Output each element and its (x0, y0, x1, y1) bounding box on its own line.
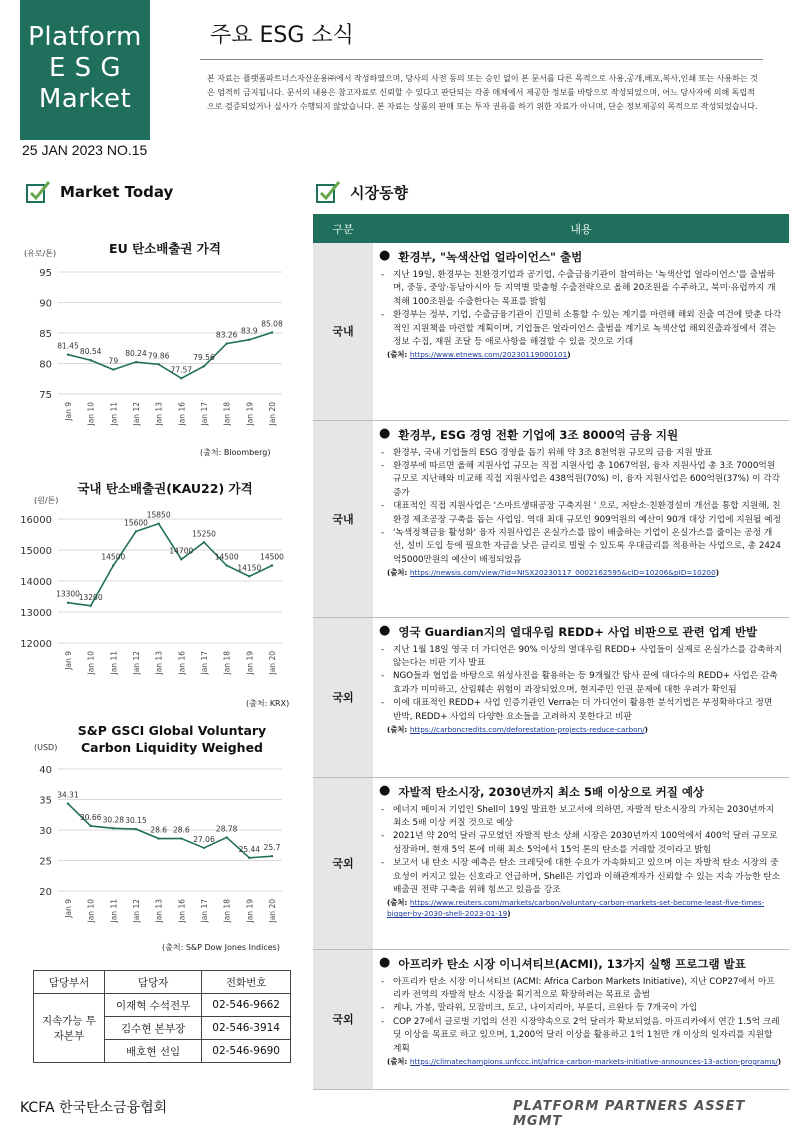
chart-2-title: 국내 탄소배출권(KAU22) 가격 (77, 481, 253, 496)
contact-phone: 02-546-3914 (202, 1017, 291, 1040)
section-market-news (316, 181, 408, 203)
section-title: Market Today (60, 183, 174, 201)
data-label: 28.6 (150, 825, 168, 835)
x-tick-label: Jan 20 (268, 402, 277, 426)
data-label: 14500 (260, 552, 284, 562)
data-point (225, 836, 227, 838)
contact-name: 김수현 본부장 (105, 1017, 202, 1040)
y-tick-label: 75 (39, 390, 52, 401)
data-label: 83.26 (215, 330, 238, 340)
data-point (89, 359, 91, 361)
title-divider (200, 59, 763, 60)
source-end: ) (644, 724, 649, 734)
data-point (157, 363, 159, 365)
news-source (387, 724, 783, 735)
footer-organization: KCFA 한국탄소금융협회 (20, 1100, 168, 1116)
news-title: 영국 Guardian지의 열대우림 REDD+ 사업 비판으로 관련 업계 반발 (398, 624, 758, 639)
contacts-header-phone: 전화번호 (202, 971, 291, 994)
x-tick-label: Jan 19 (245, 899, 255, 923)
data-point (271, 855, 273, 857)
chart-2-source: (출처: KRX) (246, 699, 290, 708)
contact-phone: 02-546-9690 (202, 1040, 291, 1063)
x-tick-label: Jan 11 (109, 899, 119, 923)
chart-1-source: (출처: Bloomberg) (200, 448, 271, 457)
data-point (135, 828, 137, 830)
y-tick-label: 15000 (20, 546, 52, 557)
checkbox-icon (26, 181, 50, 203)
x-tick-label: Jan 16 (177, 651, 187, 675)
data-point (67, 353, 69, 355)
contacts-header-department: 담당부서 (34, 971, 105, 994)
contacts-header-name: 담당자 (105, 971, 202, 994)
y-tick-label: 13000 (20, 608, 52, 619)
source-label: (출처: (387, 898, 408, 908)
news-region: 국외 (313, 777, 373, 949)
data-point (89, 825, 91, 827)
logo-line-3: Market (38, 84, 132, 114)
x-tick-label: Jan 12 (132, 651, 141, 675)
y-tick-label: 80 (39, 359, 52, 371)
news-bullet: - 이에 대표적인 REDD+ 사업 인증기관인 Verra는 더 가디언이 활용한 분석기법은 부정확하다고 정면 반박, REDD+ 사업의 다양한 요소들을 고려하지 못한다고 비판 (379, 697, 783, 724)
bullet-dot-icon: ● (379, 954, 391, 970)
bullet-dot-icon: ● (379, 622, 391, 638)
data-point (67, 803, 69, 805)
x-tick-label: Jan 17 (200, 402, 209, 426)
chart-1-unit: (유로/톤) (24, 249, 57, 258)
chart-sp-gsci-voluntary-carbon (20, 755, 296, 935)
chart-3-title: S&P GSCI Global Voluntary Carbon Liquidity Weighed (77, 723, 267, 755)
news-item (373, 777, 789, 949)
x-tick-label: Jan 18 (222, 402, 232, 426)
contacts-department: 지속가능 투자본부 (34, 994, 105, 1063)
data-point (225, 564, 227, 566)
news-region: 국외 (313, 617, 373, 777)
source-link[interactable]: https://www.etnews.com/20230119000101 (409, 350, 568, 360)
x-tick-label: Jan 18 (222, 651, 232, 675)
section-title: 시장동향 (350, 183, 408, 202)
data-label: 28.78 (215, 824, 238, 834)
data-label: 79.86 (147, 351, 170, 361)
news-item (373, 949, 789, 1089)
x-tick-label: Jan 9 (64, 899, 73, 918)
chart-1-title: EU 탄소배출권 가격 (109, 241, 221, 256)
bullet-dot-icon: ● (379, 248, 391, 263)
data-point (180, 837, 182, 839)
news-title: 환경부, "녹색산업 얼라이언스" 출범 (398, 250, 583, 264)
x-tick-label: Jan 18 (222, 899, 232, 923)
bullet-dot-icon: ● (379, 425, 391, 441)
data-label: 80.24 (125, 349, 147, 359)
contacts-table (33, 970, 291, 1063)
news-bullet: - 보고서 내 탄소 시장 예측은 탄소 크레딧에 대한 수요가 가속화되고 있으며 이는 자발적 탄소 시장의 중요성이 커지고 있는 신호라고 언급하며, Shell은 기업과 이해관계자가 신뢰할 수 있는 지속 가능한 탄소배출권 전략 구축을 위해 힘쓰고 있음을 강조 (379, 857, 783, 897)
data-label: 77.57 (170, 365, 193, 375)
data-point (135, 530, 137, 532)
source-end: ) (715, 568, 720, 578)
data-label: 81.45 (57, 341, 79, 351)
chart-3-unit: (USD) (34, 743, 58, 752)
data-label: 15250 (192, 529, 216, 539)
news-region: 국내 (313, 420, 373, 617)
x-tick-label: Jan 19 (245, 651, 255, 675)
y-tick-label: 30 (39, 826, 52, 837)
logo-line-1: Platform (28, 22, 142, 52)
footer-company: PLATFORM PARTNERS ASSET MGMT (513, 1099, 746, 1129)
chart-3-source: (출처: S&P Dow Jones Indices) (162, 943, 280, 952)
contact-name: 배호현 선임 (105, 1040, 202, 1063)
x-tick-label: Jan 9 (64, 402, 73, 421)
data-label: 80.54 (79, 347, 102, 357)
news-item (373, 420, 789, 617)
contact-name: 이재혁 수석전무 (105, 994, 202, 1017)
contact-phone: 02-546-9662 (202, 994, 291, 1017)
data-label: 27.06 (193, 834, 215, 844)
data-point (203, 847, 205, 849)
checkbox-icon (316, 181, 340, 203)
news-bullet: - COP 27에서 글로벌 기업의 선진 시장약속으로 2억 달러가 확보되었음. 아프리카에서 연간 1.5억 크레딧 이상을 목표로 하고 있으며, 1,200억 달러 이상을 활용하고 1억 1천만 개 이상의 일자리를 지원할 계획 (379, 1016, 783, 1056)
data-label: 34.31 (57, 790, 79, 800)
data-point (157, 522, 159, 524)
data-point (135, 361, 137, 363)
data-label: 14150 (237, 563, 262, 573)
data-label: 30.28 (102, 815, 125, 825)
y-tick-label: 35 (39, 795, 52, 807)
news-title: 아프리카 탄소 시장 이니셔티브(ACMI), 13가지 실행 프로그램 발표 (398, 956, 746, 971)
data-point (248, 339, 250, 341)
x-tick-label: Jan 10 (86, 402, 96, 426)
x-tick-label: Jan 16 (177, 402, 187, 426)
data-point (157, 837, 159, 839)
source-end: ) (507, 909, 511, 919)
news-region: 국내 (313, 243, 373, 420)
source-link[interactable]: https://newsis.com/view/?id=NISX20230117_0002162595&cID=10206&pID=10200 (409, 568, 716, 578)
data-point (248, 857, 250, 859)
x-tick-label: Jan 12 (132, 899, 141, 923)
news-item (373, 243, 789, 420)
section-market-today (26, 181, 173, 203)
news-bullet: - 케냐, 가봉, 말라위, 모잠비크, 토고, 나이지리아, 부룬디, 르완다 등 7개국이 가입 (379, 1002, 783, 1015)
data-point (271, 331, 273, 333)
data-point (67, 602, 69, 604)
y-tick-label: 14000 (20, 577, 52, 588)
data-label: 14500 (101, 552, 126, 562)
data-point (271, 564, 273, 566)
data-label: 25.44 (238, 844, 261, 854)
page-title: 주요 ESG 소식 (210, 23, 354, 48)
data-label: 15850 (146, 510, 171, 520)
data-label: 79.56 (193, 353, 215, 363)
news-bullet: - 지난 1월 18일 영국 더 가디언은 90% 이상의 열대우림 REDD+ 사업들이 실제로 온실가스를 감축하지 않는다는 비판 기사 발표 (379, 644, 783, 671)
data-point (89, 605, 91, 607)
source-link[interactable]: https://carboncredits.com/deforestation-projects-reduce-carbon/ (409, 724, 645, 734)
data-label: 14500 (214, 552, 239, 562)
x-tick-label: Jan 10 (86, 899, 96, 923)
x-tick-label: Jan 13 (154, 402, 164, 426)
data-label: 13300 (56, 589, 80, 599)
x-tick-label: Jan 13 (154, 651, 164, 675)
news-header-content: 내용 (373, 214, 789, 243)
news-bullet: - 환경부에 따르면 올해 지원사업 규모는 직접 지원사업 총 1067억원, 융자 지원사업 총 3조 7000억원 규모로 지난해와 비교해 직접 지원사업은 438억원(70%) 이, 융자 지원사업은 600억원(37%) 이 각각 증가 (379, 460, 783, 500)
y-tick-label: 95 (39, 268, 52, 279)
source-end: ) (567, 350, 571, 360)
chart-eu-ets-price (20, 258, 296, 438)
data-label: 85.08 (261, 319, 283, 329)
news-bullet: - 아프리카 탄소 시장 이니셔티브 (ACMI: Africa Carbon Markets Initiative), 지난 COP27에서 아프리카 전역의 자발적 탄소 시장을 획기적으로 확장하려는 목표로 출범 (379, 976, 783, 1003)
data-label: 15600 (124, 518, 148, 528)
source-label: (출처: (387, 350, 408, 360)
y-tick-label: 40 (39, 765, 52, 776)
x-tick-label: Jan 10 (86, 651, 96, 675)
chart-2-unit: (원/톤) (34, 496, 59, 505)
data-label: 13200 (78, 592, 103, 602)
y-tick-label: 25 (39, 856, 52, 868)
news-source (387, 567, 783, 578)
issue-date: 25 JAN 2023 NO.15 (22, 142, 148, 158)
x-tick-label: Jan 12 (132, 402, 141, 426)
y-tick-label: 12000 (20, 639, 52, 650)
y-tick-label: 85 (39, 329, 52, 340)
chart-kau22-price (20, 505, 296, 687)
news-table (313, 214, 789, 1090)
x-tick-label: Jan 11 (109, 402, 119, 426)
source-link[interactable]: https://climatechampions.unfccc.int/africa-carbon-markets-initiative-announces-13-action-programs/ (409, 1056, 778, 1066)
news-source (387, 349, 783, 360)
news-bullet: - '녹색정책금융 활성화' 융자 지원사업은 온실가스를 많이 배출하는 기업이 온실가스를 줄이는 공정 개선, 설비 도입 등에 필요한 자금을 낮은 금리로 빌릴 수 있도록 우대금리를 적용하는 사업으로, 총 2424억5000만원의 예산이 배정되었음 (379, 527, 783, 567)
data-label: 25.7 (263, 843, 281, 853)
data-point (112, 368, 114, 370)
news-bullet: - 환경부, 국내 기업들의 ESG 경영을 돕기 위해 약 3조 8천억원 규모의 금융 지원 발표 (379, 447, 783, 460)
data-label: 83.9 (240, 326, 258, 336)
news-bullet: - 대표적인 직접 지원사업은 '스마트생태공장 구축지원 ' 으로, 저탄소·친환경설비 개선을 통합 지원해, 친환경 제조공장 구축을 돕는 사업임. 역대 최대 규모인 909억원의 예산이 90개 대상 기업에 지원될 예정 (379, 500, 783, 527)
source-end: ) (777, 1056, 782, 1066)
y-tick-label: 20 (39, 887, 52, 898)
data-point (203, 541, 205, 543)
data-point (203, 365, 205, 367)
x-tick-label: Jan 16 (177, 899, 187, 923)
news-source (387, 1056, 783, 1067)
news-bullet: - 에너지 메이저 기업인 Shell이 19일 발표한 보고서에 의하면, 자발적 탄소시장의 가치는 2030년까지 최소 5배 이상 커질 것으로 예상 (379, 804, 783, 831)
news-title: 자발적 탄소시장, 2030년까지 최소 5배 이상으로 커질 예상 (398, 784, 705, 799)
source-label: (출처: (387, 724, 408, 734)
logo-line-2: E S G (48, 53, 122, 83)
disclaimer: 본 자료는 플랫폼파트너스자산운용㈜에서 작성하였으며, 당사의 사전 동의 또는 승인 없이 본 문서를 다른 목적으로 사용,공개,배포,복사,인쇄 또는 사용하는 것은 엄격히 금지됩니다. 문서의 내용은 참고자료로 신뢰할 수 있다고 판단되는 각종 매체에서 제공한 정보를 바탕으로 작성되었으며, 어느 당사자에 의해 독립적으로 검증되었거나 실사가 수행되지 않았습니다. 본 자료는 상품의 판매 또는 투자 권유를 하기 위한 자료가 아니며, 단순 정보제공의 목적으로 작성되었습니다. (207, 74, 758, 111)
news-bullet: - 환경부는 정부, 기업, 수출금융기관이 긴밀히 소통할 수 있는 계기를 마련해 해외 진출 여건에 맞춘 다각적인 지원책을 마련할 계획이며, 기업들은 얼라이언스 출범을 계기로 녹색산업 해외진출과정에서 겪는 정보 수집, 재원 조달 등 애로사항을 해결할 수 있을 것으로 기대 (379, 309, 783, 349)
data-point (180, 558, 182, 560)
news-source (387, 897, 783, 919)
data-label: 79 (108, 356, 119, 366)
y-tick-label: 90 (39, 298, 52, 310)
data-point (248, 575, 250, 577)
news-bullet: - 2021년 약 20억 달러 규모였던 자발적 탄소 상쇄 시장은 2030년까지 100억에서 400억 달러 규모로 성장하며, 현재 5억 톤에 비해 최소 5억에서 15억 톤의 탄소를 거래할 것이라고 밝힘 (379, 830, 783, 857)
x-tick-label: Jan 13 (154, 899, 164, 923)
news-region: 국외 (313, 949, 373, 1089)
x-tick-label: Jan 20 (268, 899, 277, 923)
data-label: 30.15 (125, 816, 147, 826)
news-bullet: - NGO들과 협업을 바탕으로 위성사진을 활용하는 등 9개월간 탐사 끝에 대다수의 REDD+ 사업은 감축 효과가 미미하고, 산림훼손 위험이 과장되었으며, 현지주민 인권 문제에 대한 우려가 확인됨 (379, 670, 783, 697)
news-item (373, 617, 789, 777)
x-tick-label: Jan 9 (64, 651, 73, 670)
x-tick-label: Jan 17 (200, 651, 209, 675)
data-point (225, 342, 227, 344)
data-point (180, 377, 182, 379)
source-label: (출처: (387, 1056, 408, 1066)
news-title: 환경부, ESG 경영 전환 기업에 3조 8000억 금융 지원 (398, 427, 679, 442)
x-tick-label: Jan 17 (200, 899, 209, 923)
data-point (112, 827, 114, 829)
bullet-dot-icon: ● (379, 782, 391, 798)
source-link[interactable]: https://www.reuters.com/markets/carbon/voluntary-carbon-markets-set-become-least-five-times-bigger-by-2030-shell-2023-01-19 (387, 898, 765, 919)
x-tick-label: Jan 19 (245, 402, 255, 426)
x-tick-label: Jan 20 (268, 651, 277, 675)
data-label: 14700 (169, 546, 194, 556)
news-header-region: 구분 (313, 214, 373, 243)
logo (20, 0, 150, 140)
x-tick-label: Jan 11 (109, 651, 119, 675)
y-tick-label: 16000 (20, 515, 52, 526)
news-bullet: - 지난 19일, 환경부는 친환경기업과 공기업, 수출금융기관이 참여하는 '녹색산업 얼라이언스'를 출범하며, 중동, 중앙·동남아시아 등 지역별 맞춤형 수출전략으로 올해 20조원을 수주하고, 북미·유럽까지 개척해 100조원을 수출한다는 목표를 밝힘 (379, 269, 783, 309)
data-point (112, 564, 114, 566)
source-label: (출처: (387, 568, 408, 578)
data-label: 28.6 (172, 825, 190, 835)
data-label: 30.66 (79, 812, 102, 822)
